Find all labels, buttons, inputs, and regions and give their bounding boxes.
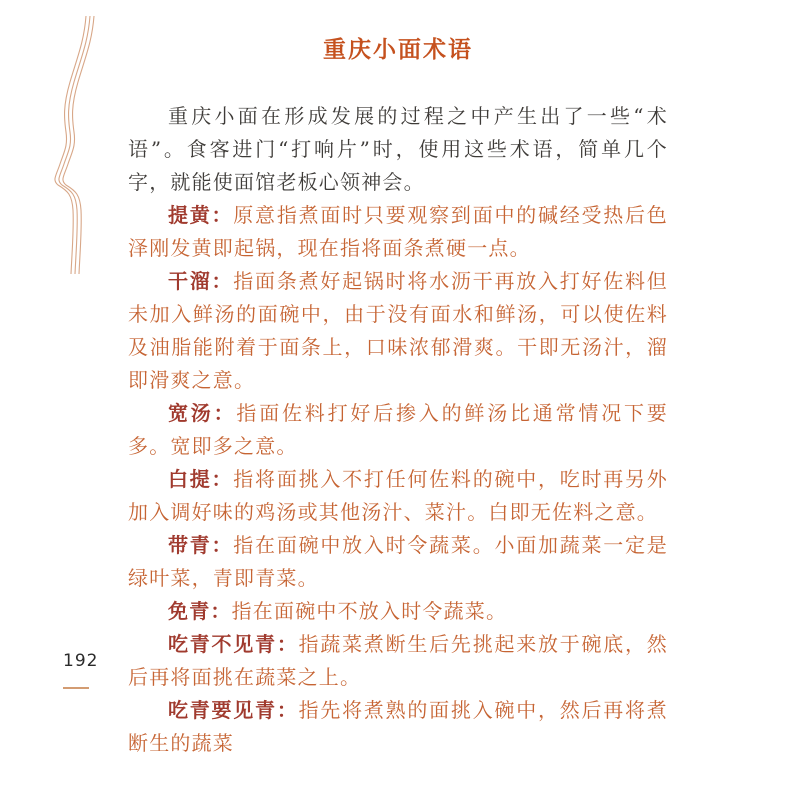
- term-name: 白提：: [168, 467, 234, 491]
- term-paragraph: [128, 265, 668, 397]
- term-paragraph: [128, 199, 668, 265]
- term-name: 吃青不见青：: [168, 632, 299, 656]
- term-paragraph: [128, 628, 668, 694]
- term-paragraph: [128, 694, 668, 760]
- term-paragraph: [128, 397, 668, 463]
- term-definition: 指在面碗中不放入时令蔬菜。: [231, 599, 508, 623]
- page-title: 重庆小面术语: [323, 36, 473, 63]
- term-definition: 指先将煮熟的面挑入碗中，然后再将煮断生的蔬菜: [128, 698, 669, 755]
- term-name: 宽汤：: [168, 401, 237, 425]
- term-definition: 指在面碗中放入时令蔬菜。小面加蔬菜一定是绿叶菜，青即青菜。: [128, 533, 668, 590]
- term-name: 吃青要见青：: [168, 698, 299, 722]
- term-definition: 指蔬菜煮断生后先挑起来放于碗底，然后再将面挑在蔬菜之上。: [128, 632, 669, 689]
- term-definition: 原意指煮面时只要观察到面中的碱经受热后色泽刚发黄即起锅，现在指将面条煮硬一点。: [128, 203, 668, 260]
- term-paragraph: [128, 595, 668, 628]
- term-definition: 指将面挑入不打任何佐料的碗中，吃时再另外加入调好味的鸡汤或其他汤汁、菜汁。白即无佐料之意。: [128, 467, 668, 524]
- term-paragraph: [128, 529, 668, 595]
- term-name: 带青：: [168, 533, 234, 557]
- terms-list: [128, 199, 668, 760]
- text-column: [128, 30, 668, 760]
- term-paragraph: [128, 463, 668, 529]
- term-name: 提黄：: [168, 203, 234, 227]
- term-definition: 指面条煮好起锅时将水沥干再放入打好佐料但未加入鲜汤的面碗中，由于没有面水和鲜汤，可以使佐料及油脂能附着于面条上，口味浓郁滑爽。干即无汤汁，溜即滑爽之意。: [128, 269, 668, 392]
- page-number-block: [63, 651, 98, 689]
- page-number: 192: [63, 651, 99, 671]
- term-name: 免青：: [168, 599, 232, 623]
- decorative-squiggle: [50, 14, 104, 276]
- intro-paragraph: 重庆小面在形成发展的过程之中产生出了一些“术语”。食客进门“打响片”时，使用这些术语，简单几个字，就能使面馆老板心领神会。: [128, 104, 668, 194]
- term-definition: 指面佐料打好后掺入的鲜汤比通常情况下要多。宽即多之意。: [128, 401, 668, 458]
- term-name: 干溜：: [168, 269, 234, 293]
- page-number-divider: [63, 687, 89, 689]
